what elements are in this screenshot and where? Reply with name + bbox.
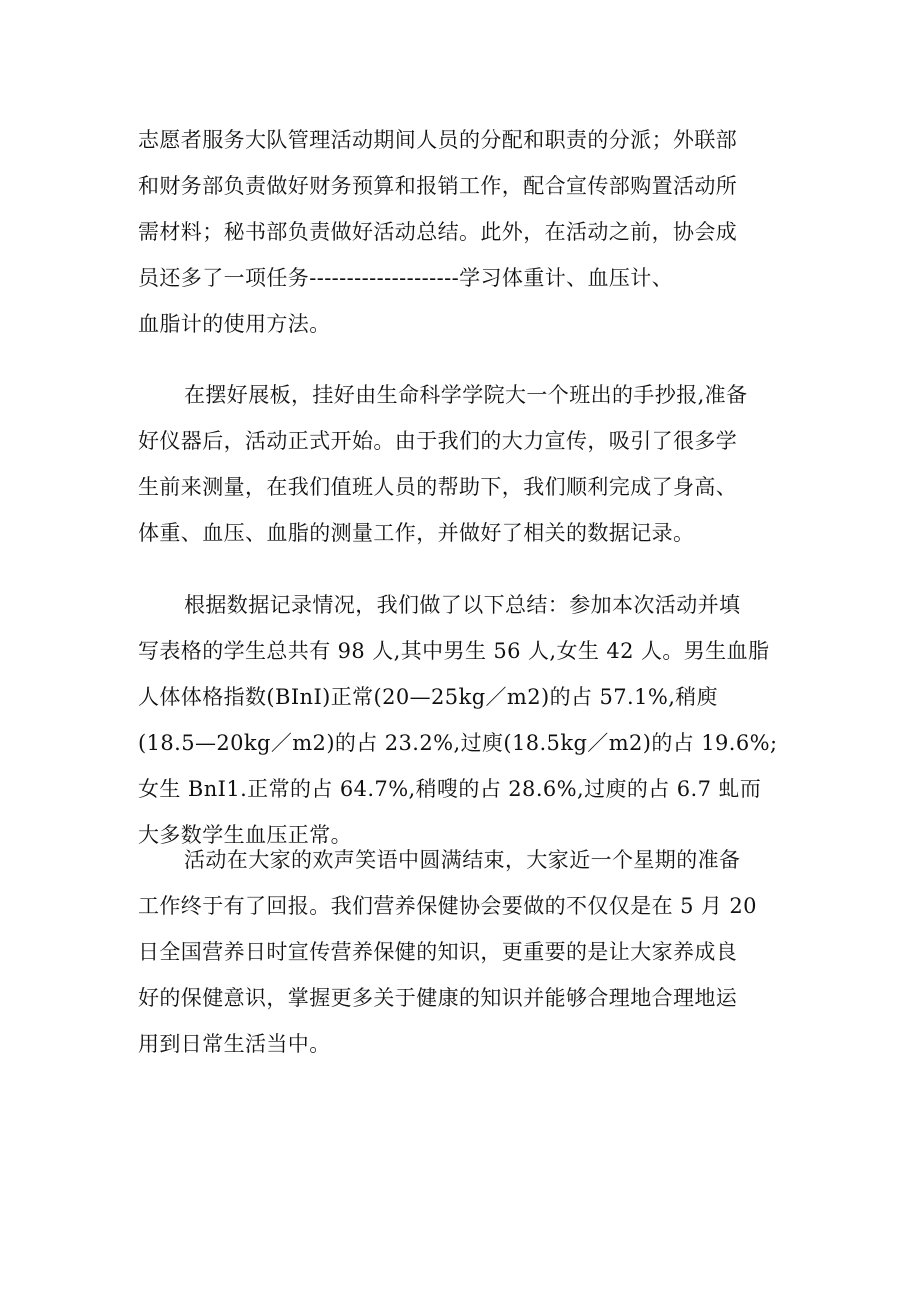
text-line: 血脂计的使用方法。 [138, 312, 331, 336]
text-line: 需材料；秘书部负责做好活动总结。此外，在活动之前，协会成 [138, 220, 738, 244]
paragraph-data-summary [138, 582, 788, 858]
text-line: 生前来测量，在我们值班人员的帮助下，我们顺利完成了身高、 [138, 475, 738, 499]
text-line: 和财务部负责做好财务预算和报销工作，配合宣传部购置活动所 [138, 174, 738, 198]
text-line: 好的保健意识，掌握更多关于健康的知识并能够合理地合理地运 [138, 986, 738, 1010]
text-line: 好仪器后，活动正式开始。由于我们的大力宣传，吸引了很多学 [138, 429, 738, 453]
text-line: 体重、血压、血脂的测量工作，并做好了相关的数据记录。 [138, 521, 695, 545]
text-line: 工作终于有了回报。我们营养保健协会要做的不仅仅是在 5 月 20 [138, 894, 757, 918]
text-line: 用到日常生活当中。 [138, 1032, 331, 1056]
text-line: 在摆好展板，挂好由生命科学学院大一个班出的手抄报,准备 [184, 383, 748, 407]
text-line: 员还多了一项任务--------------------学习体重计、血压计、 [138, 266, 674, 290]
paragraph-activity-start [138, 372, 788, 556]
text-line: 女生 BnI1.正常的占 64.7%,稍嗖的占 28.6%,过庾的占 6.7 虬而 [138, 777, 762, 801]
text-line: 人体体格指数(BInI)正常(20—25kg／m2)的占 57.1%,稍庾 [138, 685, 719, 709]
text-line: 志愿者服务大队管理活动期间人员的分配和职责的分派；外联部 [138, 128, 738, 152]
text-line: 活动在大家的欢声笑语中圆满结束，大家近一个星期的准备 [184, 848, 741, 872]
text-line: 根据数据记录情况，我们做了以下总结：参加本次活动并填 [184, 593, 741, 617]
text-line: 写表格的学生总共有 98 人,其中男生 56 人,女生 42 人。男生血脂 [138, 639, 770, 663]
text-line: 大多数学生血压正常。 [138, 823, 352, 847]
text-line: 日全国营养日时宣传营养保健的知识，更重要的是让大家养成良 [138, 940, 738, 964]
paragraph-conclusion [138, 837, 788, 1067]
text-line: (18.5—20kg／m2)的占 23.2%,过庾(18.5kg／m2)的占 19.6%; [138, 731, 778, 755]
paragraph-volunteer-duties [138, 117, 788, 347]
